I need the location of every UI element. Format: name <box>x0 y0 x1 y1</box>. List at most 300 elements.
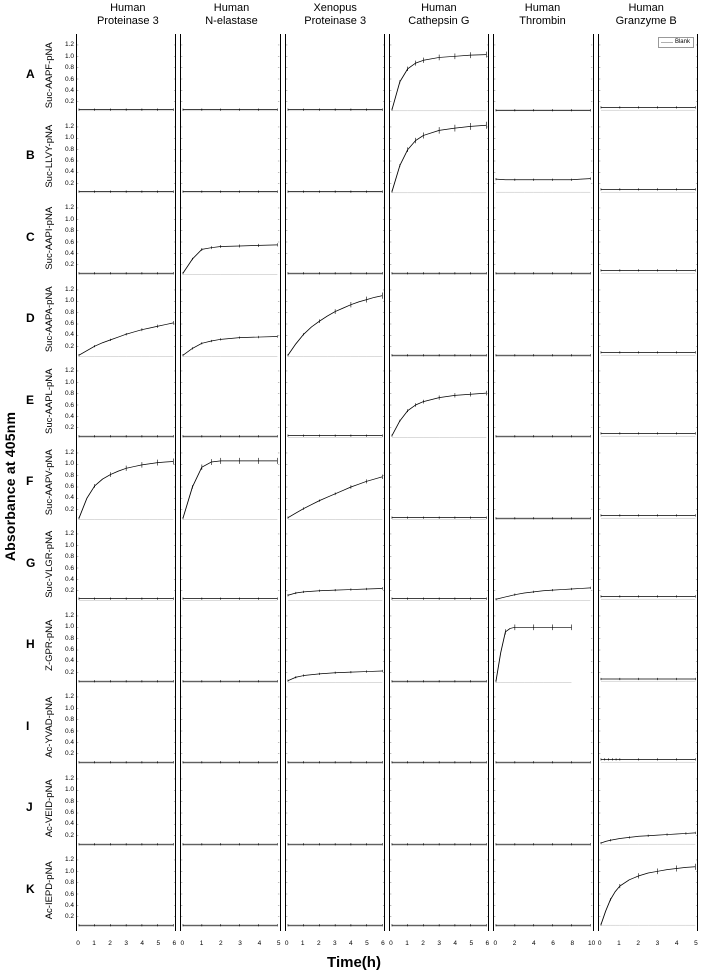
y-tick-label: 0.4 <box>64 168 74 176</box>
panel-grid <box>76 34 698 939</box>
plot-area <box>181 360 279 442</box>
series-sample <box>183 245 277 273</box>
row-letter-K: K <box>26 881 35 896</box>
y-tick-label: 0.6 <box>64 320 74 327</box>
column-header-line2: Proteinase 3 <box>96 15 159 27</box>
x-tick-label: 6 <box>551 940 555 947</box>
x-tick-group-3 <box>285 939 385 953</box>
series-sample <box>79 322 173 354</box>
x-tick-label: 8 <box>570 940 575 947</box>
plot-area <box>599 116 697 198</box>
panel-A2[interactable] <box>180 34 280 116</box>
plot-K5 <box>494 849 592 931</box>
plot-K3 <box>286 849 384 931</box>
y-tick-labels-row-J <box>54 768 74 850</box>
plot-G3 <box>286 523 384 605</box>
plot-I4 <box>390 686 488 768</box>
y-tick-label: 1.0 <box>64 460 74 468</box>
plot-G6 <box>599 523 697 605</box>
panel-I5[interactable] <box>493 686 593 768</box>
y-tick-label: 1.2 <box>64 122 74 130</box>
panel-A3[interactable] <box>285 34 385 116</box>
column-header-line1: Human <box>213 2 250 14</box>
y-tick-label: 1.0 <box>64 297 74 305</box>
x-tick-label: 4 <box>532 940 536 947</box>
column-header-4 <box>387 0 491 34</box>
panel-G4[interactable] <box>389 523 489 605</box>
y-tick-label: 1.2 <box>64 41 74 49</box>
panel-H4[interactable] <box>389 605 489 687</box>
panel-K6[interactable] <box>598 849 698 931</box>
panel-I3[interactable] <box>285 686 385 768</box>
plot-F2 <box>181 442 279 524</box>
y-tick-label: 1.2 <box>64 285 74 293</box>
series-sample <box>183 336 277 355</box>
y-tick-label: 0.6 <box>64 809 74 816</box>
x-tick-label: 1 <box>92 940 96 947</box>
plot-area <box>181 605 279 687</box>
y-tick-label: 1.2 <box>64 530 74 538</box>
panel-I6[interactable] <box>598 686 698 768</box>
row-substrate-C: Suc-AAPI-pNA <box>44 206 55 270</box>
plot-G4 <box>390 523 488 605</box>
x-tick-label: 2 <box>512 940 517 947</box>
plot-area <box>181 279 279 361</box>
y-tick-label: 0.8 <box>64 797 74 805</box>
plot-F4 <box>390 442 488 524</box>
panel-F4[interactable] <box>389 442 489 524</box>
y-tick-labels-row-E <box>54 360 74 442</box>
y-tick-label: 0.8 <box>64 471 74 479</box>
plot-area <box>77 686 175 768</box>
y-tick-label: 0.4 <box>64 249 74 257</box>
legend-swatch-blank <box>661 42 673 43</box>
plot-area <box>494 442 592 524</box>
plot-H5 <box>494 605 592 687</box>
column-header-line1: Human <box>524 2 561 14</box>
y-tick-label: 0.2 <box>64 424 74 432</box>
row-letter-G: G <box>26 555 36 570</box>
panel-J6[interactable] <box>598 768 698 850</box>
y-tick-label: 0.4 <box>64 86 74 94</box>
x-tick-label: 6 <box>381 940 385 947</box>
y-tick-label: 0.8 <box>64 390 74 398</box>
panel-row-B <box>76 116 698 198</box>
column-header-6 <box>594 0 698 34</box>
plot-C1 <box>77 197 175 279</box>
panel-C2[interactable] <box>180 197 280 279</box>
panel-G2[interactable] <box>180 523 280 605</box>
series-sample <box>496 627 572 681</box>
panel-D3[interactable] <box>285 279 385 361</box>
y-tick-label: 0.6 <box>64 401 74 409</box>
plot-area <box>181 442 279 524</box>
plot-area <box>494 768 592 850</box>
y-tick-label: 0.8 <box>64 227 74 235</box>
y-tick-label: 0.8 <box>64 308 74 316</box>
plot-area <box>494 360 592 442</box>
plot-D5 <box>494 279 592 361</box>
column-header-line1: Human <box>110 2 146 14</box>
y-tick-label: 0.8 <box>64 716 74 724</box>
plot-area <box>286 360 384 442</box>
y-tick-label: 0.2 <box>64 179 74 187</box>
panel-K1[interactable] <box>76 849 176 931</box>
x-tick-label: 3 <box>437 940 441 947</box>
panel-F2[interactable] <box>180 442 280 524</box>
row-letter-E: E <box>26 392 35 407</box>
plot-area <box>181 768 279 850</box>
x-tick-label: 3 <box>124 940 128 947</box>
series-sample <box>601 867 695 925</box>
plot-area <box>390 279 488 361</box>
plot-H4 <box>390 605 488 687</box>
plot-H1 <box>77 605 175 687</box>
plot-A1 <box>77 34 175 116</box>
plot-area <box>181 686 279 768</box>
y-tick-label: 1.2 <box>64 856 74 864</box>
y-tick-label: 1.0 <box>64 704 74 712</box>
panel-I1[interactable] <box>76 686 176 768</box>
panel-G3[interactable] <box>285 523 385 605</box>
plot-A2 <box>181 34 279 116</box>
y-tick-label: 0.8 <box>64 634 74 642</box>
plot-area <box>181 849 279 931</box>
plot-area <box>599 686 697 768</box>
y-tick-label: 0.4 <box>64 657 74 665</box>
plot-area <box>286 279 384 361</box>
panel-row-F <box>76 442 698 524</box>
panel-D2[interactable] <box>180 279 280 361</box>
panel-F1[interactable] <box>76 442 176 524</box>
plot-area <box>286 116 384 198</box>
x-tick-label: 1 <box>199 940 204 947</box>
plot-C4 <box>390 197 488 279</box>
x-tick-label: 1 <box>617 940 621 947</box>
plot-B6 <box>599 116 697 198</box>
y-tick-label: 0.4 <box>64 575 74 583</box>
panel-row-G <box>76 523 698 605</box>
panel-J2[interactable] <box>180 768 280 850</box>
row-substrate-H: Z-GPR-pNA <box>44 619 55 671</box>
row-substrate-E: Suc-AAPL-pNA <box>44 368 55 434</box>
panel-D6[interactable] <box>598 279 698 361</box>
row-letter-A: A <box>26 66 35 81</box>
y-tick-label: 1.0 <box>64 623 74 631</box>
panel-row-D <box>76 279 698 361</box>
panel-row-A <box>76 34 698 116</box>
x-tick-group-2 <box>180 939 280 953</box>
plot-C2 <box>181 197 279 279</box>
plot-G1 <box>77 523 175 605</box>
plot-J3 <box>286 768 384 850</box>
plot-area <box>181 116 279 198</box>
panel-A6[interactable] <box>598 34 698 116</box>
plot-C3 <box>286 197 384 279</box>
panel-E6[interactable] <box>598 360 698 442</box>
panel-row-C <box>76 197 698 279</box>
x-tick-label: 0 <box>389 940 393 947</box>
panel-B6[interactable] <box>598 116 698 198</box>
row-letter-J: J <box>26 800 33 815</box>
x-tick-label: 4 <box>140 940 145 947</box>
plot-C5 <box>494 197 592 279</box>
panel-A4[interactable] <box>389 34 489 116</box>
plot-area <box>494 279 592 361</box>
y-tick-label: 0.2 <box>64 505 74 513</box>
plot-H6 <box>599 605 697 687</box>
x-tick-label: 1 <box>300 940 305 947</box>
plot-B5 <box>494 116 592 198</box>
column-header-line1: Human <box>421 2 457 14</box>
x-tick-group-1 <box>76 939 176 953</box>
plot-area <box>494 523 592 605</box>
plot-J4 <box>390 768 488 850</box>
plot-J1 <box>77 768 175 850</box>
plot-area <box>390 849 488 931</box>
column-header-line2: Proteinase 3 <box>304 15 367 27</box>
row-substrate-J: Ac-VEID-pNA <box>44 779 55 838</box>
panel-A5[interactable] <box>493 34 593 116</box>
y-tick-label: 0.6 <box>64 727 74 735</box>
series-sample <box>183 460 277 517</box>
column-header-line2: Thrombin <box>519 15 566 27</box>
plot-area <box>599 279 697 361</box>
x-tick-label: 0 <box>493 940 498 947</box>
plot-B4 <box>390 116 488 198</box>
plot-B2 <box>181 116 279 198</box>
panel-A1[interactable] <box>76 34 176 116</box>
plot-area <box>286 442 384 524</box>
panel-I4[interactable] <box>389 686 489 768</box>
panel-D5[interactable] <box>493 279 593 361</box>
x-tick-label: 0 <box>76 940 80 947</box>
y-tick-label: 0.4 <box>64 820 74 828</box>
panel-H5[interactable] <box>493 605 593 687</box>
y-tick-label: 0.6 <box>64 157 74 164</box>
panel-B1[interactable] <box>76 116 176 198</box>
plot-area <box>77 197 175 279</box>
plot-I2 <box>181 686 279 768</box>
y-tick-labels-row-B <box>54 116 74 198</box>
plot-F5 <box>494 442 592 524</box>
y-tick-label: 0.6 <box>64 890 74 898</box>
plot-area <box>390 197 488 279</box>
plot-H3 <box>286 605 384 687</box>
panel-K4[interactable] <box>389 849 489 931</box>
panel-row-H <box>76 605 698 687</box>
x-tick-label: 2 <box>636 940 640 947</box>
panel-H1[interactable] <box>76 605 176 687</box>
plot-D3 <box>286 279 384 361</box>
panel-H6[interactable] <box>598 605 698 687</box>
x-tick-label: 5 <box>694 940 698 947</box>
plot-E6 <box>599 360 697 442</box>
panel-I2[interactable] <box>180 686 280 768</box>
row-substrate-I: Ac-YVAD-pNA <box>44 696 55 758</box>
x-tick-label: 3 <box>238 940 242 947</box>
plot-area <box>390 605 488 687</box>
y-tick-labels-row-A <box>54 34 74 116</box>
row-substrate-B: Suc-LLVY-pNA <box>44 124 55 188</box>
plot-area <box>599 197 697 279</box>
y-tick-label: 0.8 <box>64 145 74 153</box>
row-substrate-F: Suc-AAPV-pNA <box>44 449 55 516</box>
plot-I6 <box>599 686 697 768</box>
panel-F5[interactable] <box>493 442 593 524</box>
panel-H2[interactable] <box>180 605 280 687</box>
plot-area <box>599 442 697 524</box>
plot-area <box>390 116 488 198</box>
panel-K2[interactable] <box>180 849 280 931</box>
x-tick-label: 6 <box>172 940 177 947</box>
panel-row-E <box>76 360 698 442</box>
panel-G5[interactable] <box>493 523 593 605</box>
plot-E5 <box>494 360 592 442</box>
plot-F3 <box>286 442 384 524</box>
plot-area <box>77 360 175 442</box>
panel-C1[interactable] <box>76 197 176 279</box>
panel-J4[interactable] <box>389 768 489 850</box>
y-tick-label: 0.2 <box>64 750 74 758</box>
y-tick-label: 0.4 <box>64 331 74 339</box>
plot-area <box>77 116 175 198</box>
column-header-1 <box>76 0 180 34</box>
panel-E5[interactable] <box>493 360 593 442</box>
plot-I3 <box>286 686 384 768</box>
panel-F6[interactable] <box>598 442 698 524</box>
plot-area <box>494 686 592 768</box>
plot-area <box>181 523 279 605</box>
row-substrate-G: Suc-VLGR-pNA <box>44 530 55 598</box>
panel-G6[interactable] <box>598 523 698 605</box>
plot-area <box>286 523 384 605</box>
panel-H3[interactable] <box>285 605 385 687</box>
x-tick-label: 4 <box>349 940 353 947</box>
y-tick-label: 1.0 <box>64 541 74 549</box>
panel-row-K <box>76 849 698 931</box>
panel-B5[interactable] <box>493 116 593 198</box>
series-sample <box>496 178 590 179</box>
plot-area <box>390 686 488 768</box>
plot-area <box>77 523 175 605</box>
plot-F1 <box>77 442 175 524</box>
series-sample <box>496 588 590 599</box>
row-substrate-K: Ac-IEPD-pNA <box>44 860 55 919</box>
y-tick-label: 0.2 <box>64 831 74 839</box>
column-header-line2: N-elastase <box>205 15 258 27</box>
y-tick-label: 0.6 <box>64 238 74 246</box>
panel-E1[interactable] <box>76 360 176 442</box>
y-tick-label: 0.6 <box>64 564 74 572</box>
plot-B1 <box>77 116 175 198</box>
plot-area <box>494 849 592 931</box>
x-tick-label: 10 <box>588 940 596 947</box>
plot-area <box>286 34 384 116</box>
plot-J6 <box>599 768 697 850</box>
panel-J1[interactable] <box>76 768 176 850</box>
y-tick-labels-row-C <box>54 197 74 279</box>
plot-area <box>286 768 384 850</box>
column-headers <box>76 0 698 34</box>
panel-C6[interactable] <box>598 197 698 279</box>
x-tick-group-6 <box>598 939 698 953</box>
plot-A3 <box>286 34 384 116</box>
series-sample <box>392 55 486 110</box>
plot-A4 <box>390 34 488 116</box>
panel-J5[interactable] <box>493 768 593 850</box>
panel-G1[interactable] <box>76 523 176 605</box>
y-tick-label: 1.2 <box>64 611 74 619</box>
plot-area <box>599 360 697 442</box>
row-letter-D: D <box>26 311 35 326</box>
plot-area <box>181 197 279 279</box>
y-tick-label: 0.2 <box>64 587 74 595</box>
x-tick-group-5 <box>493 939 596 953</box>
panel-B2[interactable] <box>180 116 280 198</box>
panel-B4[interactable] <box>389 116 489 198</box>
panel-row-J <box>76 768 698 850</box>
y-tick-label: 0.2 <box>64 668 74 676</box>
x-tick-label: 5 <box>365 940 369 947</box>
plot-area <box>77 768 175 850</box>
plot-D4 <box>390 279 488 361</box>
row-letter-H: H <box>26 637 35 652</box>
y-tick-label: 1.0 <box>64 52 74 60</box>
column-header-line1: Human <box>628 2 664 14</box>
plot-area <box>494 34 592 116</box>
column-header-3 <box>283 0 387 34</box>
plot-H2 <box>181 605 279 687</box>
plot-area <box>599 523 697 605</box>
y-tick-label: 0.4 <box>64 412 74 420</box>
panel-row-I <box>76 686 698 768</box>
column-header-2 <box>180 0 284 34</box>
panel-C3[interactable] <box>285 197 385 279</box>
plot-J2 <box>181 768 279 850</box>
panel-J3[interactable] <box>285 768 385 850</box>
panel-F3[interactable] <box>285 442 385 524</box>
panel-E3[interactable] <box>285 360 385 442</box>
y-tick-label: 1.0 <box>64 786 74 794</box>
y-tick-label: 0.8 <box>64 553 74 561</box>
plot-G2 <box>181 523 279 605</box>
plot-D6 <box>599 279 697 361</box>
y-tick-label: 0.4 <box>64 901 74 909</box>
plot-area <box>494 116 592 198</box>
row-substrate-D: Suc-AAPA-pNA <box>44 286 55 353</box>
panel-K5[interactable] <box>493 849 593 931</box>
plot-F6 <box>599 442 697 524</box>
column-header-line2: Cathepsin G <box>408 15 470 27</box>
panel-K3[interactable] <box>285 849 385 931</box>
plot-area <box>286 197 384 279</box>
panel-D1[interactable] <box>76 279 176 361</box>
plot-E4 <box>390 360 488 442</box>
panel-B3[interactable] <box>285 116 385 198</box>
plot-area <box>77 442 175 524</box>
panel-E2[interactable] <box>180 360 280 442</box>
panel-C5[interactable] <box>493 197 593 279</box>
panel-D4[interactable] <box>389 279 489 361</box>
panel-C4[interactable] <box>389 197 489 279</box>
plot-area <box>77 849 175 931</box>
panel-E4[interactable] <box>389 360 489 442</box>
series-sample <box>392 125 486 191</box>
x-tick-label: 5 <box>276 940 281 947</box>
series-sample <box>288 295 382 355</box>
plot-A5 <box>494 34 592 116</box>
